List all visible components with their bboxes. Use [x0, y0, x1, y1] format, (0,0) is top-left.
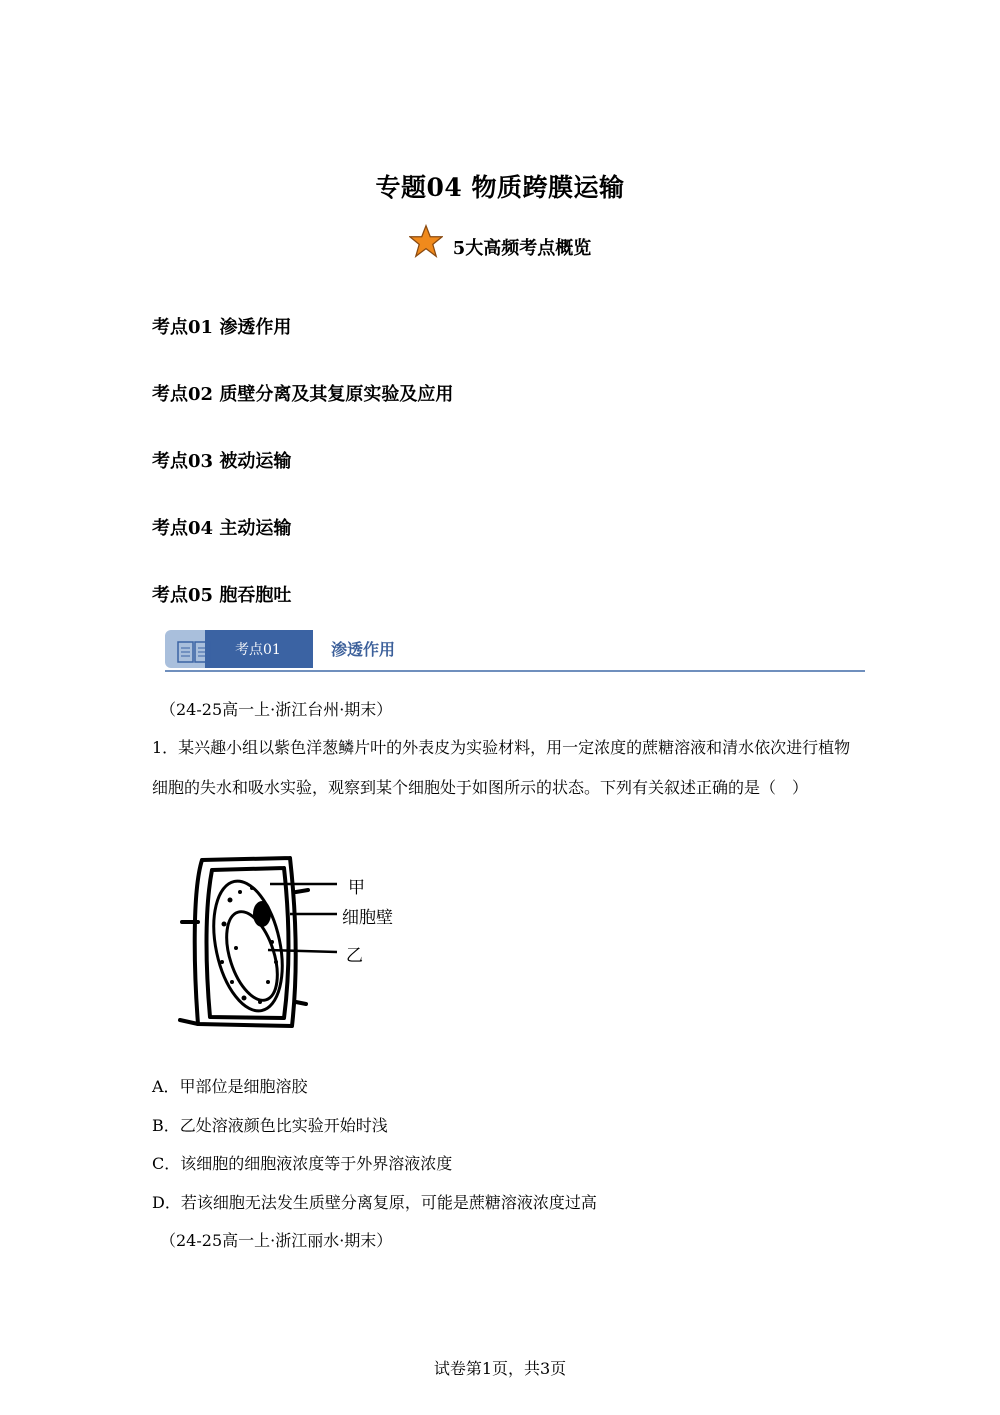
point-02: 考点02 质壁分离及其复原实验及应用 — [152, 384, 454, 405]
overview-heading — [0, 232, 1000, 266]
label-cell-wall: 细胞壁 — [342, 908, 393, 928]
section-tab: 考点01 — [235, 642, 281, 658]
option-c: C．该细胞的细胞液浓度等于外界溶液浓度 — [152, 1154, 453, 1173]
point-03: 考点03 被动运输 — [152, 451, 292, 472]
section-heading: 渗透作用 — [331, 640, 396, 659]
book-icon — [177, 641, 211, 663]
cell-figure — [172, 852, 422, 1032]
label-jia: 甲 — [348, 878, 365, 898]
question-source-2: （24-25高一上·浙江丽水·期末） — [160, 1231, 393, 1250]
question-text: 1．某兴趣小组以紫色洋葱鳞片叶的外表皮为实验材料，用一定浓度的蔗糖溶液和清水依次进行植物细胞的失水和吸水实验，观察到某个细胞处于如图所示的状态。下列有关叙述正确的是（ ） — [152, 738, 851, 797]
option-d: D．若该细胞无法发生质壁分离复原，可能是蔗糖溶液浓度过高 — [152, 1193, 597, 1212]
question-source: （24-25高一上·浙江台州·期末） — [160, 700, 393, 719]
point-04: 考点04 主动运输 — [152, 518, 292, 539]
page-title: 专题04 物质跨膜运输 — [375, 173, 625, 202]
overview-label: 5大高频考点概览 — [452, 238, 592, 259]
section-banner — [165, 630, 865, 672]
label-yi: 乙 — [346, 946, 363, 966]
point-01: 考点01 渗透作用 — [152, 317, 292, 338]
point-05: 考点05 胞吞胞吐 — [152, 585, 292, 606]
star-icon — [409, 224, 443, 258]
option-a: A．甲部位是细胞溶胶 — [152, 1077, 308, 1096]
page-footer: 试卷第1页，共3页 — [433, 1359, 567, 1378]
option-b: B．乙处溶液颜色比实验开始时浅 — [152, 1116, 388, 1135]
